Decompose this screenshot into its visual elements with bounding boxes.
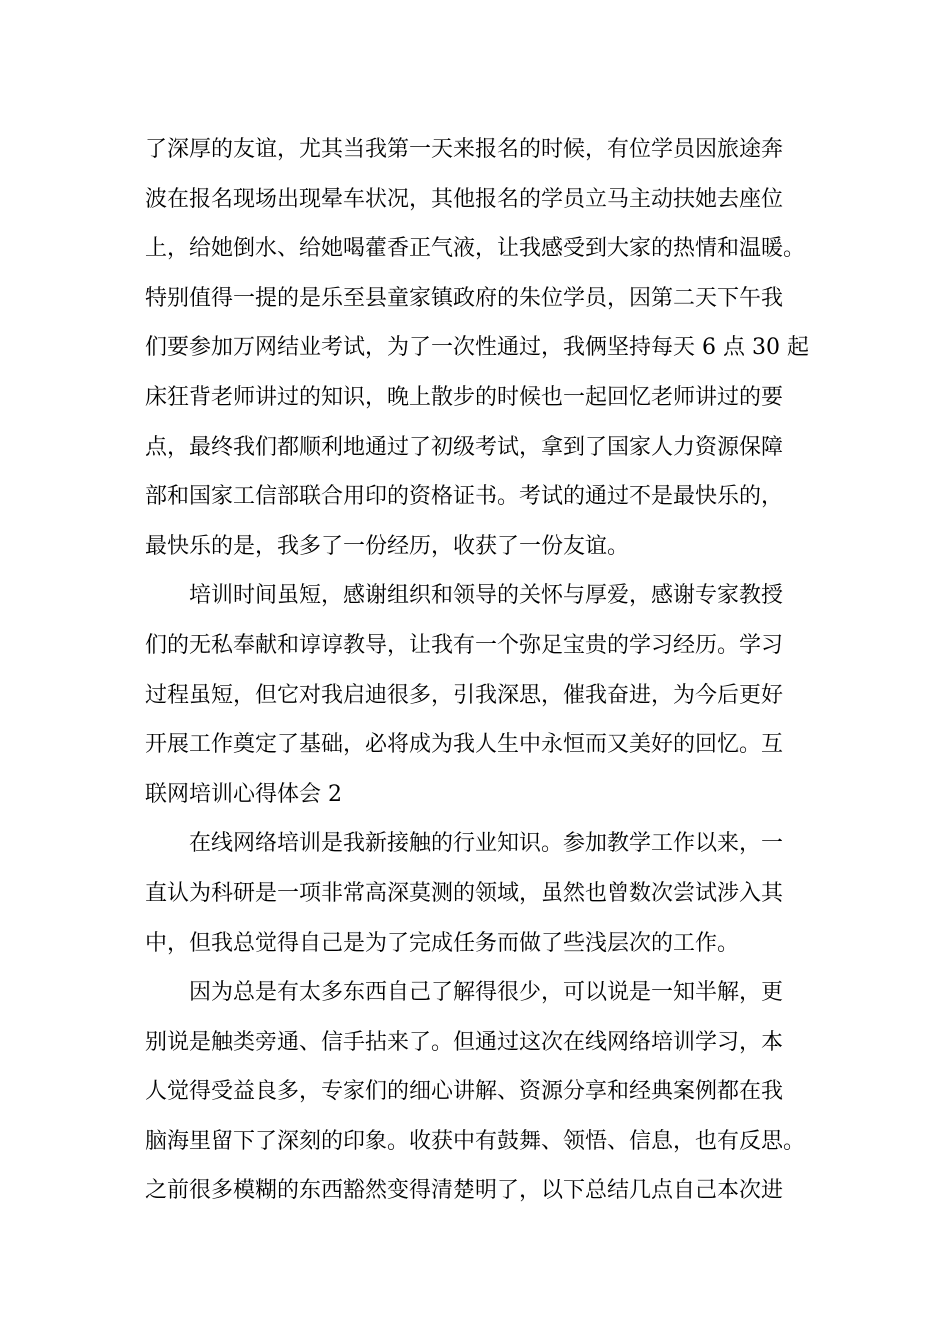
- text-line: 人觉得受益良多，专家们的细心讲解、资源分享和经典案例都在我: [145, 1079, 784, 1105]
- text-line: 过程虽短，但它对我启迪很多，引我深思，催我奋进，为今后更好: [145, 682, 784, 708]
- text-line: 别说是触类旁通、信手拈来了。但通过这次在线网络培训学习，本: [145, 1029, 784, 1055]
- text-line: 床狂背老师讲过的知识，晚上散步的时候也一起回忆老师讲过的要: [145, 384, 784, 410]
- text-line: 部和国家工信部联合用印的资格证书。考试的通过不是最快乐的，: [145, 484, 784, 510]
- text-line: 点，最终我们都顺利地通过了初级考试，拿到了国家人力资源保障: [145, 434, 784, 460]
- paragraph-start-line: 因为总是有太多东西自己了解得很少，可以说是一知半解，更: [189, 980, 784, 1006]
- text-line: 最快乐的是，我多了一份经历，收获了一份友谊。: [145, 533, 630, 559]
- text-line: 们要参加万网结业考试，为了一次性通过，我俩坚持每天 6 点 30 起: [145, 335, 809, 361]
- text-line: 了深厚的友谊，尤其当我第一天来报名的时候，有位学员因旅途奔: [145, 137, 784, 162]
- text-line: 联网培训心得体会 2: [145, 781, 342, 807]
- text-line: 中，但我总觉得自己是为了完成任务而做了些浅层次的工作。: [145, 930, 740, 956]
- text-line: 波在报名现场出现晕车状况，其他报名的学员立马主动扶她去座位: [145, 186, 784, 212]
- text-line: 直认为科研是一项非常高深莫测的领域，虽然也曾数次尝试涉入其: [145, 880, 784, 906]
- body-text: [145, 125, 825, 1216]
- text-line: 之前很多模糊的东西豁然变得清楚明了，以下总结几点自己本次进: [145, 1178, 784, 1204]
- paragraph-start-line: 在线网络培训是我新接触的行业知识。参加教学工作以来，一: [189, 831, 784, 857]
- text-line: 们的无私奉献和谆谆教导，让我有一个弥足宝贵的学习经历。学习: [145, 632, 784, 658]
- text-line: 特别值得一提的是乐至县童家镇政府的朱位学员，因第二天下午我: [145, 285, 784, 311]
- text-line: 上，给她倒水、给她喝藿香正气液，让我感受到大家的热情和温暖。: [145, 236, 806, 262]
- text-line: 脑海里留下了深刻的印象。收获中有鼓舞、领悟、信息，也有反思。: [145, 1128, 806, 1154]
- text-line: 开展工作奠定了基础，必将成为我人生中永恒而又美好的回忆。互: [145, 732, 784, 758]
- paragraph-start-line: 培训时间虽短，感谢组织和领导的关怀与厚爱，感谢专家教授: [189, 583, 784, 609]
